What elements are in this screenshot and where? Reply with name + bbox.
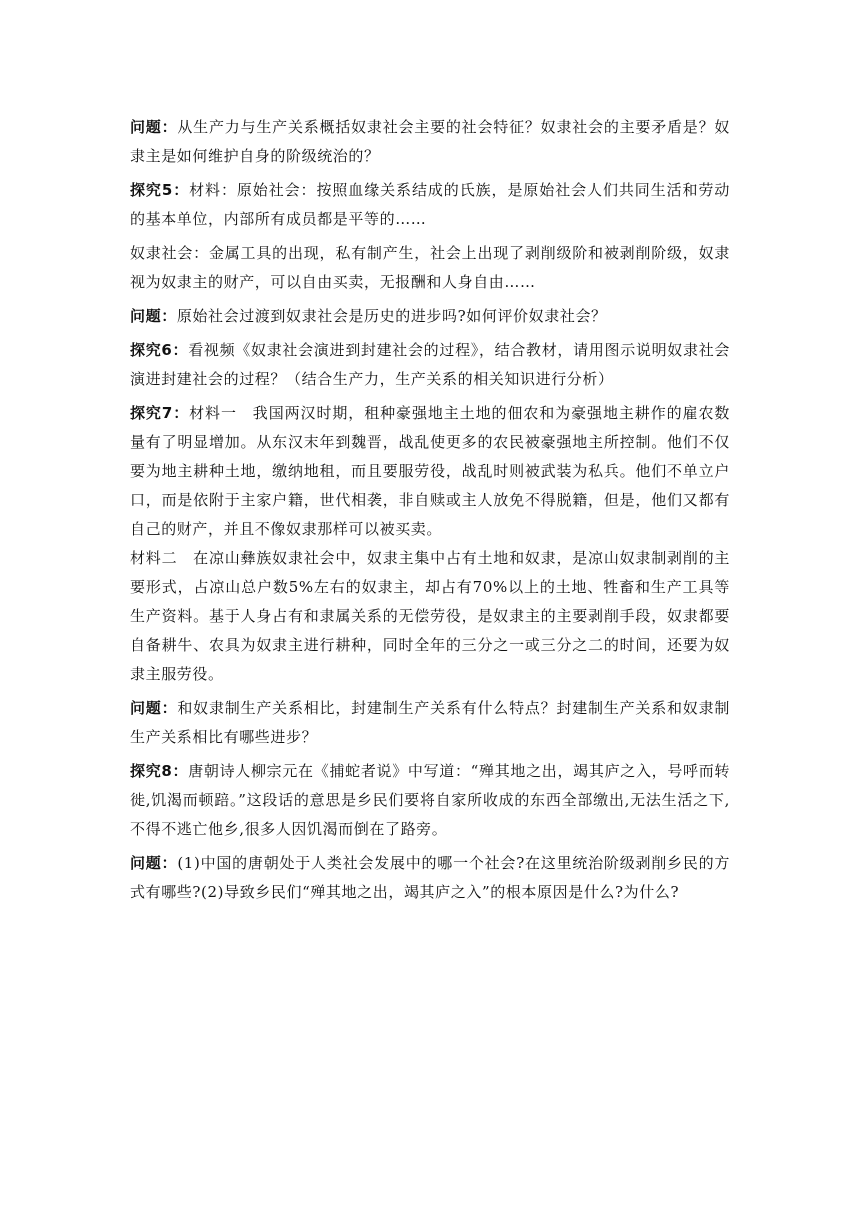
question-paragraph: [130, 302, 730, 331]
slave-society-paragraph: [130, 239, 730, 297]
inquiry-8-text: 唐朝诗人柳宗元在《捕蛇者说》中写道：“殚其地之出，竭其庐之入，号呼而转徙,饥渴而顿踣。”这段话的意思是乡民们要将自家所收成的东西全部缴出,无法生活之下,不得不逃亡他乡,很多人因饥渴而倒在了路旁。: [130, 762, 731, 838]
inquiry-8-label: 探究8：: [130, 762, 189, 780]
question-text: 从生产力与生产关系概括奴隶社会主要的社会特征？奴隶社会的主要矛盾是？奴隶主是如何维护自身的阶级统治的？: [130, 118, 730, 165]
inquiry-7-label: 探究7：: [130, 404, 190, 422]
slave-society-text: 奴隶社会：金属工具的出现，私有制产生，社会上出现了剥削级阶和被剥削阶级，奴隶视为奴隶主的财产，可以自由买卖，无报酬和人身自由……: [130, 244, 730, 291]
question-text: 和奴隶制生产关系相比，封建制生产关系有什么特点？封建制生产关系和奴隶制生产关系相比有哪些进步？: [130, 699, 730, 746]
inquiry-8-paragraph: [130, 757, 730, 844]
question-paragraph: [130, 694, 730, 752]
question-text: 原始社会过渡到奴隶社会是历史的进步吗?如何评价奴隶社会？: [176, 307, 607, 325]
question-paragraph: [130, 113, 730, 171]
inquiry-5-paragraph: [130, 176, 730, 234]
document-page: [130, 113, 730, 912]
question-label: 问题：: [130, 307, 177, 325]
question-paragraph: [130, 849, 730, 907]
inquiry-6-text: 看视频《奴隶社会演进到封建社会的过程》，结合教材，请用图示说明奴隶社会演进封建社会的过程？（结合生产力，生产关系的相关知识进行分析）: [130, 341, 730, 388]
inquiry-6-paragraph: [130, 336, 730, 394]
question-text: (1)中国的唐朝处于人类社会发展中的哪一个社会?在这里统治阶级剥削乡民的方式有哪些?(2)导致乡民们“殚其地之出，竭其庐之入”的根本原因是什么?为什么?: [130, 854, 730, 901]
inquiry-6-label: 探究6：: [130, 341, 189, 359]
inquiry-7-paragraph: [130, 399, 730, 689]
question-label: 问题：: [130, 854, 178, 872]
question-label: 问题：: [130, 118, 178, 136]
inquiry-7-material-one-text: 材料一 我国两汉时期，租种豪强地主土地的佃农和为豪强地主耕作的雇农数量有了明显增加。从东汉末年到魏晋，战乱使更多的农民被豪强地主所控制。他们不仅要为地主耕种土地，缴纳地租，而且要服劳役，战乱时则被武装为私兵。他们不单立户口，而是依附于主家户籍，世代相袭，非自赎或主人放免不得脱籍，但是，他们又都有自己的财产，并且不像奴隶那样可以被买卖。: [130, 404, 730, 538]
inquiry-5-material-text: 材料：原始社会：按照血缘关系结成的氏族，是原始社会人们共同生活和劳动的基本单位，内部所有成员都是平等的……: [130, 181, 730, 228]
inquiry-7-material-two-text: 材料二 在凉山彝族奴隶社会中，奴隶主集中占有土地和奴隶，是凉山奴隶制剥削的主要形式，占凉山总户数5%左右的奴隶主，却占有70%以上的土地、牲畜和生产工具等生产资料。基于人身占有和隶属关系的无偿劳役，是奴隶主的主要剥削手段，奴隶都要自备耕牛、农具为奴隶主进行耕种，同时全年的三分之一或三分之二的时间，还要为奴隶主服劳役。: [130, 549, 730, 683]
inquiry-5-label: 探究5：: [130, 181, 190, 199]
question-label: 问题：: [130, 699, 178, 717]
